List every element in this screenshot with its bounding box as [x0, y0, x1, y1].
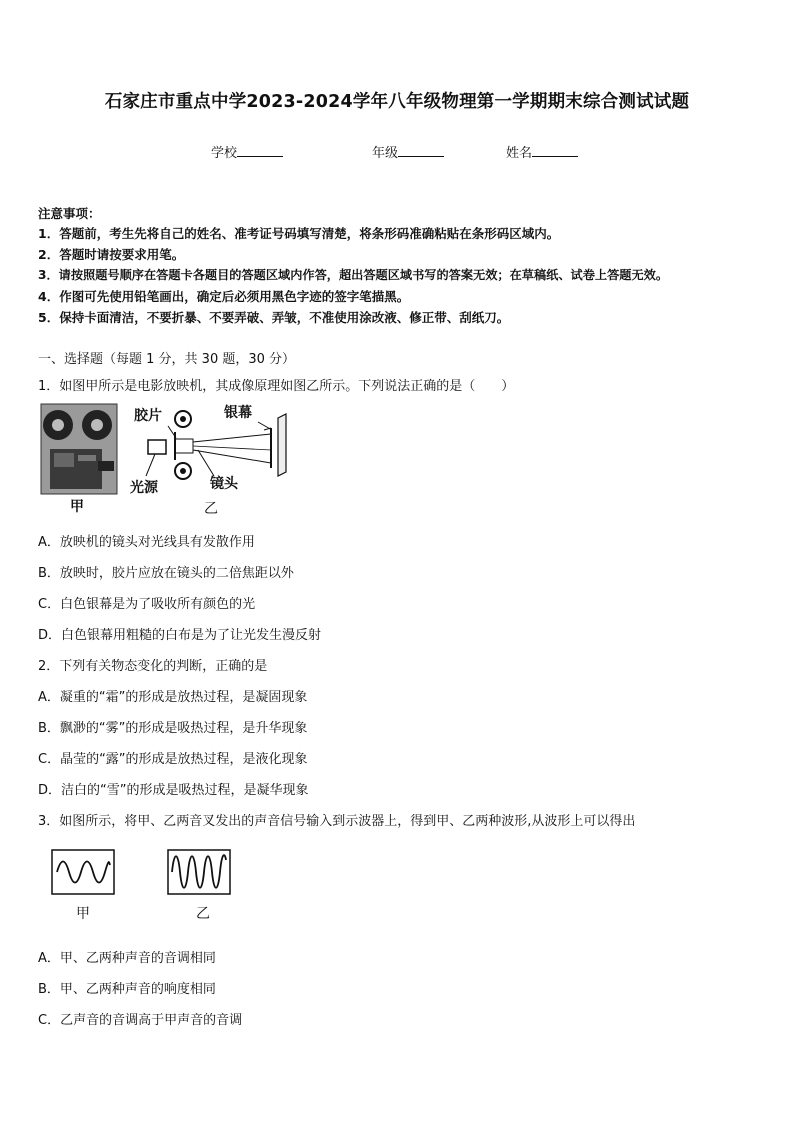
projection-diagram: [128, 400, 298, 518]
school-label: 学校: [211, 146, 238, 161]
question-3-stem: 3．如图所示，将甲、乙两音叉发出的声音信号输入到示波器上，得到甲、乙两种波形,从波形上可以得出: [38, 814, 636, 829]
q3-option-a[interactable]: A．甲、乙两种声音的音调相同: [38, 951, 216, 966]
q2-option-d[interactable]: D．洁白的“雪”的形成是吸热过程，是凝华现象: [38, 783, 309, 798]
q1-option-a[interactable]: A．放映机的镜头对光线具有发散作用: [38, 535, 255, 550]
q1-option-d[interactable]: D．白色银幕用粗糙的白布是为了让光发生漫反射: [38, 628, 322, 643]
oscilloscope-waveforms: [50, 848, 240, 924]
section-heading: 一、选择题（每题 1 分，共 30 题，30 分）: [38, 352, 296, 367]
projector-image: [40, 403, 120, 515]
school-blank[interactable]: [237, 144, 283, 157]
q1-figure-jia: [40, 403, 120, 515]
q1-figure-yi: [128, 400, 298, 518]
grade-field[interactable]: [372, 142, 444, 161]
label-film: 胶片: [134, 408, 162, 424]
name-label: 姓名: [506, 146, 533, 161]
q2-option-c[interactable]: C．晶莹的“露”的形成是放热过程，是液化现象: [38, 752, 308, 767]
notice-item: 5．保持卡面清洁，不要折暴、不要弄破、弄皱，不准使用涂改液、修正带、刮纸刀。: [38, 310, 510, 325]
wave-label-jia: 甲: [76, 906, 90, 922]
label-screen: 银幕: [224, 405, 252, 421]
name-blank[interactable]: [532, 144, 578, 157]
notice-heading: 注意事项：: [38, 206, 101, 221]
grade-label: 年级: [372, 146, 399, 161]
notice-item: 1．答题前，考生先将自己的姓名、准考证号码填写清楚，将条形码准确粘贴在条形码区域内。: [38, 226, 560, 241]
notice-item: 4．作图可先使用铅笔画出，确定后必须用黑色字迹的签字笔描黑。: [38, 289, 410, 304]
grade-blank[interactable]: [398, 144, 444, 157]
notice-item: 2．答题时请按要求用笔。: [38, 247, 185, 262]
wave-label-yi: 乙: [196, 906, 210, 922]
question-2-stem: 2．下列有关物态变化的判断，正确的是: [38, 659, 268, 674]
question-1-stem: 1．如图甲所示是电影放映机，其成像原理如图乙所示。下列说法正确的是（ ）: [38, 379, 515, 394]
label-lens: 镜头: [210, 476, 238, 492]
q2-option-a[interactable]: A．凝重的“霜”的形成是放热过程，是凝固现象: [38, 690, 308, 705]
q3-option-b[interactable]: B．甲、乙两种声音的响度相同: [38, 982, 216, 997]
q3-option-c[interactable]: C．乙声音的音调高于甲声音的音调: [38, 1013, 243, 1028]
fig-label-jia: 甲: [70, 499, 84, 515]
page-title: 石家庄市重点中学2023-2024学年八年级物理第一学期期末综合测试试题: [104, 92, 690, 112]
notice-item: 3．请按照题号顺序在答题卡各题目的答题区域内作答，超出答题区域书写的答案无效；在草稿纸、试卷上答题无效。: [38, 268, 669, 282]
q2-option-b[interactable]: B．飘渺的“雾”的形成是吸热过程，是升华现象: [38, 721, 308, 736]
q3-figure: [50, 848, 240, 924]
label-light-source: 光源: [130, 480, 158, 496]
q1-option-c[interactable]: C．白色银幕是为了吸收所有颜色的光: [38, 597, 256, 612]
q1-option-b[interactable]: B．放映时，胶片应放在镜头的二倍焦距以外: [38, 566, 294, 581]
name-field[interactable]: [506, 142, 578, 161]
school-field[interactable]: [211, 142, 283, 161]
fig-label-yi: 乙: [204, 501, 218, 517]
